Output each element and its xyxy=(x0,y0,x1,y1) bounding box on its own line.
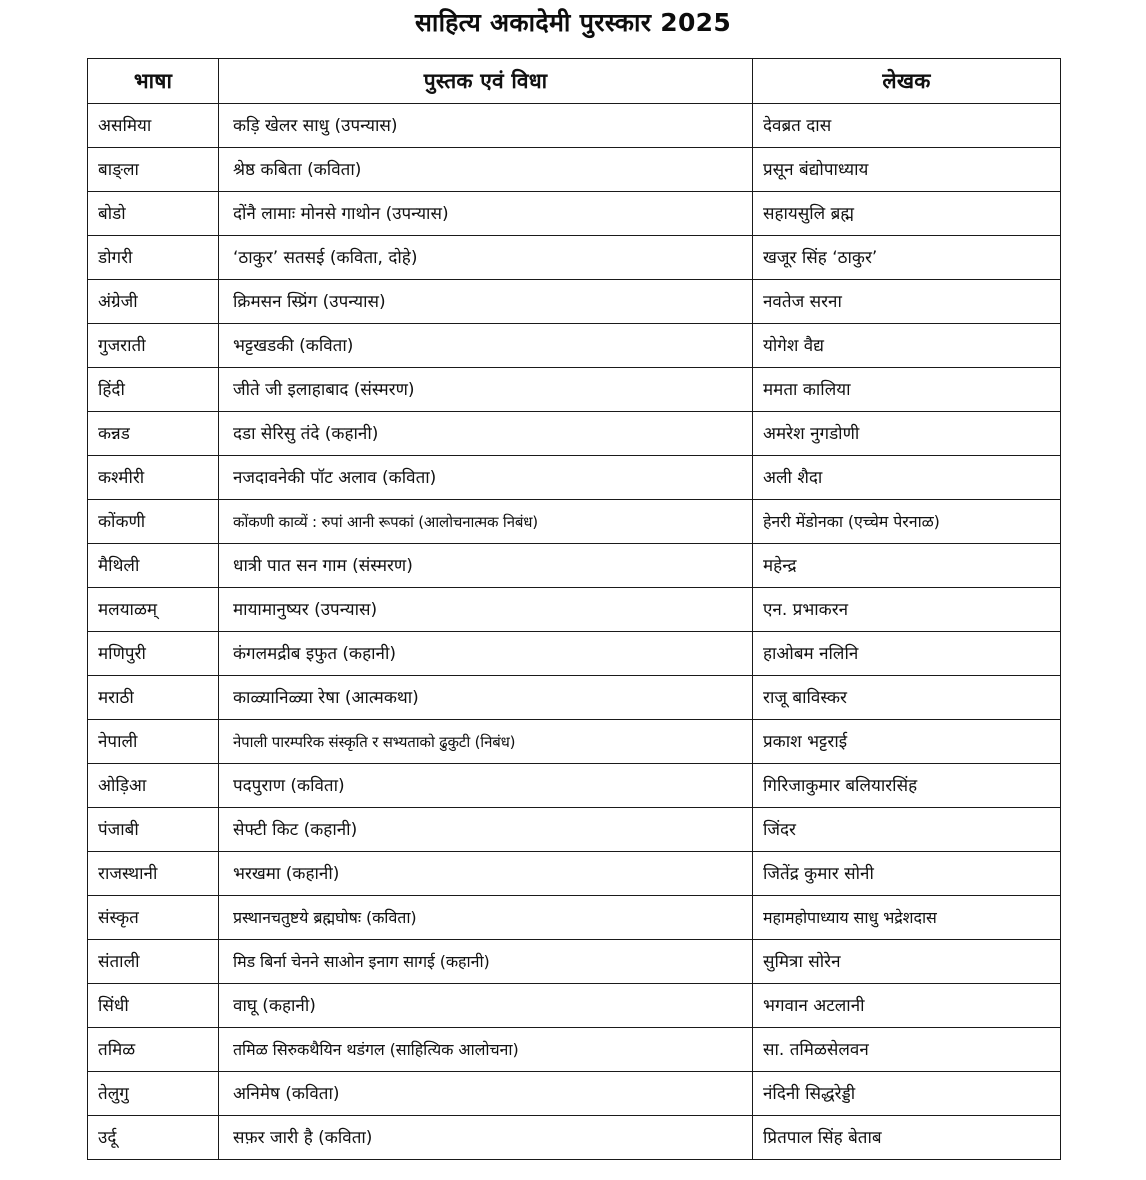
cell-language: संताली xyxy=(88,940,219,984)
table-row xyxy=(88,500,1061,544)
cell-author: जिंदर xyxy=(753,808,1061,852)
cell-book: वाघू (कहानी) xyxy=(219,984,753,1028)
cell-book: नजदावनेकी पॉट अलाव (कविता) xyxy=(219,456,753,500)
cell-book: नेपाली पारम्परिक संस्कृति र सभ्यताको ढुकुटी (निबंध) xyxy=(219,720,753,764)
table-row xyxy=(88,1072,1061,1116)
cell-language: तेलुगु xyxy=(88,1072,219,1116)
table-row xyxy=(88,984,1061,1028)
cell-language: मराठी xyxy=(88,676,219,720)
cell-author: प्रकाश भट्टराई xyxy=(753,720,1061,764)
cell-author: राजू बाविस्कर xyxy=(753,676,1061,720)
cell-author: ममता कालिया xyxy=(753,368,1061,412)
cell-book: ‘ठाकुर’ सतसई (कविता, दोहे) xyxy=(219,236,753,280)
column-header-author: लेखक xyxy=(753,59,1061,104)
table-row xyxy=(88,1116,1061,1160)
cell-author: नवतेज सरना xyxy=(753,280,1061,324)
cell-book: जीते जी इलाहाबाद (संस्मरण) xyxy=(219,368,753,412)
cell-language: नेपाली xyxy=(88,720,219,764)
cell-book: कंगलमद्रीब इफुत (कहानी) xyxy=(219,632,753,676)
cell-book: मायामानुष्यर (उपन्यास) xyxy=(219,588,753,632)
cell-author: हेनरी मेंडोनका (एच्चेम पेरनाळ) xyxy=(753,500,1061,544)
table-row xyxy=(88,940,1061,984)
cell-book: कोंकणी काव्यें : रुपां आनी रूपकां (आलोचनात्मक निबंध) xyxy=(219,500,753,544)
table-header xyxy=(88,59,1061,104)
cell-author: अमरेश नुगडोणी xyxy=(753,412,1061,456)
table-row xyxy=(88,148,1061,192)
cell-book: मिड बिर्ना चेनने साओन इनाग सागई (कहानी) xyxy=(219,940,753,984)
cell-language: कश्मीरी xyxy=(88,456,219,500)
cell-book: धात्री पात सन गाम (संस्मरण) xyxy=(219,544,753,588)
cell-author: योगेश वैद्य xyxy=(753,324,1061,368)
table-row xyxy=(88,236,1061,280)
cell-author: खजूर सिंह ‘ठाकुर’ xyxy=(753,236,1061,280)
cell-language: मैथिली xyxy=(88,544,219,588)
cell-book: पदपुराण (कविता) xyxy=(219,764,753,808)
cell-author: महेन्द्र xyxy=(753,544,1061,588)
cell-book: काळ्यानिळ्या रेषा (आत्मकथा) xyxy=(219,676,753,720)
cell-language: कन्नड xyxy=(88,412,219,456)
cell-book: सफ़र जारी है (कविता) xyxy=(219,1116,753,1160)
cell-language: हिंदी xyxy=(88,368,219,412)
cell-author: अली शैदा xyxy=(753,456,1061,500)
cell-language: बोडो xyxy=(88,192,219,236)
cell-language: संस्कृत xyxy=(88,896,219,940)
table-row xyxy=(88,896,1061,940)
table-row xyxy=(88,324,1061,368)
cell-author: देवब्रत दास xyxy=(753,104,1061,148)
cell-book: प्रस्थानचतुष्टये ब्रह्मघोषः (कविता) xyxy=(219,896,753,940)
cell-author: सहायसुलि ब्रह्म xyxy=(753,192,1061,236)
cell-book: सेफ्टी किट (कहानी) xyxy=(219,808,753,852)
cell-author: नंदिनी सिद्धरेड्डी xyxy=(753,1072,1061,1116)
table-row xyxy=(88,808,1061,852)
cell-language: कोंकणी xyxy=(88,500,219,544)
table-row xyxy=(88,588,1061,632)
cell-author: सुमित्रा सोरेन xyxy=(753,940,1061,984)
awards-table xyxy=(87,58,1061,1160)
cell-language: असमिया xyxy=(88,104,219,148)
table-row xyxy=(88,764,1061,808)
cell-author: प्रितपाल सिंह बेताब xyxy=(753,1116,1061,1160)
cell-author: महामहोपाध्याय साधु भद्रेशदास xyxy=(753,896,1061,940)
cell-language: डोगरी xyxy=(88,236,219,280)
cell-book: श्रेष्ठ कबिता (कविता) xyxy=(219,148,753,192)
table-row xyxy=(88,456,1061,500)
cell-language: तमिळ xyxy=(88,1028,219,1072)
cell-book: भट्टखडकी (कविता) xyxy=(219,324,753,368)
cell-book: कड़ि खेलर साधु (उपन्यास) xyxy=(219,104,753,148)
cell-author: भगवान अटलानी xyxy=(753,984,1061,1028)
cell-author: प्रसून बंद्योपाध्याय xyxy=(753,148,1061,192)
cell-author: हाओबम नलिनि xyxy=(753,632,1061,676)
cell-language: मलयाळम् xyxy=(88,588,219,632)
table-row xyxy=(88,852,1061,896)
table-row xyxy=(88,280,1061,324)
column-header-language: भाषा xyxy=(88,59,219,104)
column-header-book: पुस्तक एवं विधा xyxy=(219,59,753,104)
table-row xyxy=(88,720,1061,764)
cell-author: सा. तमिळसेलवन xyxy=(753,1028,1061,1072)
cell-language: सिंधी xyxy=(88,984,219,1028)
cell-author: एन. प्रभाकरन xyxy=(753,588,1061,632)
cell-book: भरखमा (कहानी) xyxy=(219,852,753,896)
cell-book: तमिळ सिरुकथैयिन थडंगल (साहित्यिक आलोचना) xyxy=(219,1028,753,1072)
cell-author: गिरिजाकुमार बलियारसिंह xyxy=(753,764,1061,808)
cell-author: जितेंद्र कुमार सोनी xyxy=(753,852,1061,896)
table-row xyxy=(88,368,1061,412)
cell-language: राजस्थानी xyxy=(88,852,219,896)
cell-language: मणिपुरी xyxy=(88,632,219,676)
cell-language: उर्दू xyxy=(88,1116,219,1160)
cell-book: दोंनै लामाः मोनसे गाथोन (उपन्यास) xyxy=(219,192,753,236)
awards-table-container xyxy=(87,58,1060,1160)
table-row xyxy=(88,632,1061,676)
cell-language: अंग्रेजी xyxy=(88,280,219,324)
cell-language: बाङ्ला xyxy=(88,148,219,192)
page-title: साहित्य अकादेमी पुरस्कार 2025 xyxy=(414,8,732,37)
cell-language: गुजराती xyxy=(88,324,219,368)
table-body xyxy=(88,104,1061,1160)
cell-book: क्रिमसन स्प्रिंग (उपन्यास) xyxy=(219,280,753,324)
table-row xyxy=(88,676,1061,720)
table-row xyxy=(88,1028,1061,1072)
table-header-row xyxy=(88,59,1061,104)
table-row xyxy=(88,412,1061,456)
cell-book: अनिमेष (कविता) xyxy=(219,1072,753,1116)
table-row xyxy=(88,192,1061,236)
table-row xyxy=(88,104,1061,148)
table-row xyxy=(88,544,1061,588)
cell-language: ओड़िआ xyxy=(88,764,219,808)
cell-book: दडा सेरिसु तंदे (कहानी) xyxy=(219,412,753,456)
cell-language: पंजाबी xyxy=(88,808,219,852)
